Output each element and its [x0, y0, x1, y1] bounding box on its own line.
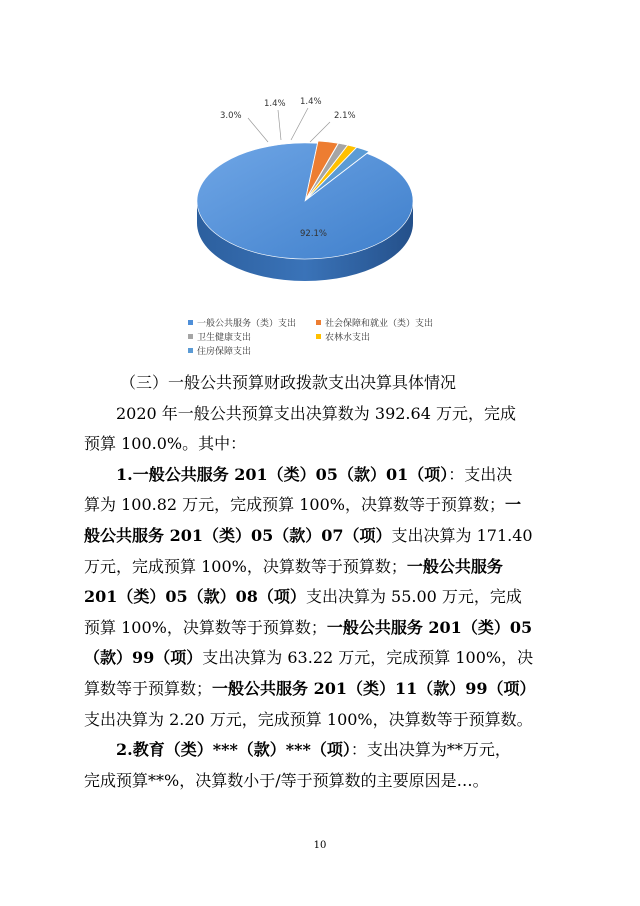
legend-label: 农林水支出	[325, 333, 371, 343]
text-run: 算数等于预算数；	[84, 678, 213, 698]
text-run: 支出决算为 171.40	[391, 525, 533, 545]
paragraph-line	[84, 582, 550, 613]
item-heading: （款）99（项）	[84, 648, 203, 668]
pie-chart	[160, 80, 480, 330]
pie-slice	[197, 143, 413, 259]
pie-leader-line	[278, 110, 281, 140]
item-heading: 2.教育（类）***（款）***（项）	[116, 740, 351, 760]
pie-data-label: 1.4%	[300, 97, 322, 107]
item-heading: 一般公共服务 201（类）05	[326, 617, 533, 637]
item-heading: 般公共服务 201（类）05（款）07（项）	[84, 525, 392, 545]
legend-swatch-icon	[316, 320, 321, 325]
item-heading: 一般公共服务 201（类）11（款）99（项）	[212, 678, 536, 698]
paragraph-line	[84, 490, 550, 521]
paragraph-line	[84, 521, 550, 552]
legend-item	[316, 316, 433, 329]
text-run: 支出决算为 55.00 万元，完成	[305, 587, 522, 607]
legend-swatch-icon	[188, 320, 193, 325]
pie-chart-container	[160, 80, 480, 330]
pie-data-label: 3.0%	[220, 111, 242, 121]
paragraph-line: 完成预算**%，决算数小于/等于预算数的主要原因是…。	[84, 770, 489, 790]
paragraph-line	[84, 643, 550, 674]
pie-leader-line	[291, 108, 308, 140]
text-run: ：支出决	[448, 464, 513, 484]
legend-swatch-icon	[188, 334, 193, 339]
summary-line: 2020 年一般公共预算支出决算数为 392.64 万元，完成	[116, 403, 516, 423]
legend-swatch-icon	[316, 334, 321, 339]
pie-data-label: 92.1%	[300, 229, 328, 239]
legend-label: 住房保障支出	[197, 347, 252, 357]
text-run: ：支出决算为**万元，	[350, 740, 511, 760]
paragraph-line	[116, 735, 550, 766]
document-body	[84, 368, 550, 796]
paragraph-line	[84, 674, 550, 705]
item-heading: 1.一般公共服务 201（类）05（款）01（项）	[116, 464, 449, 484]
pie-data-label: 2.1%	[334, 111, 356, 121]
chart-legend	[188, 316, 488, 364]
legend-swatch-icon	[188, 348, 193, 353]
legend-label: 卫生健康支出	[197, 333, 252, 343]
section-heading: （三）一般公共预算财政拨款支出决算具体情况	[120, 373, 457, 392]
paragraph-line	[116, 460, 550, 491]
item-heading: 201（类）05（款）08（项）	[84, 587, 306, 607]
paragraph-line	[84, 613, 550, 644]
text-run: 预算 100%，决算数等于预算数；	[84, 617, 327, 637]
pie-leader-line	[248, 118, 268, 142]
legend-item	[188, 316, 296, 329]
text-run: 万元，完成预算 100%，决算数等于预算数；	[84, 556, 407, 576]
summary-line: 预算 100.0%。其中：	[84, 434, 247, 454]
paragraph-line	[84, 552, 550, 583]
text-run: 算为 100.82 万元，完成预算 100%，决算数等于预算数；	[84, 495, 505, 515]
page-number: 10	[313, 840, 327, 851]
text-run: 一	[505, 495, 522, 515]
legend-item	[188, 330, 251, 343]
pie-data-label: 1.4%	[264, 99, 286, 109]
text-run: 支出决算为 63.22 万元，完成预算 100%，决	[202, 648, 534, 668]
legend-label: 一般公共服务（类）支出	[197, 319, 297, 329]
legend-label: 社会保障和就业（类）支出	[325, 319, 434, 329]
item-heading: 一般公共服务	[406, 556, 503, 576]
legend-item	[316, 330, 370, 343]
pie-leader-line	[310, 122, 330, 142]
legend-item	[188, 344, 251, 357]
paragraph-line: 支出决算为 2.20 万元，完成预算 100%，决算数等于预算数。	[84, 709, 533, 729]
